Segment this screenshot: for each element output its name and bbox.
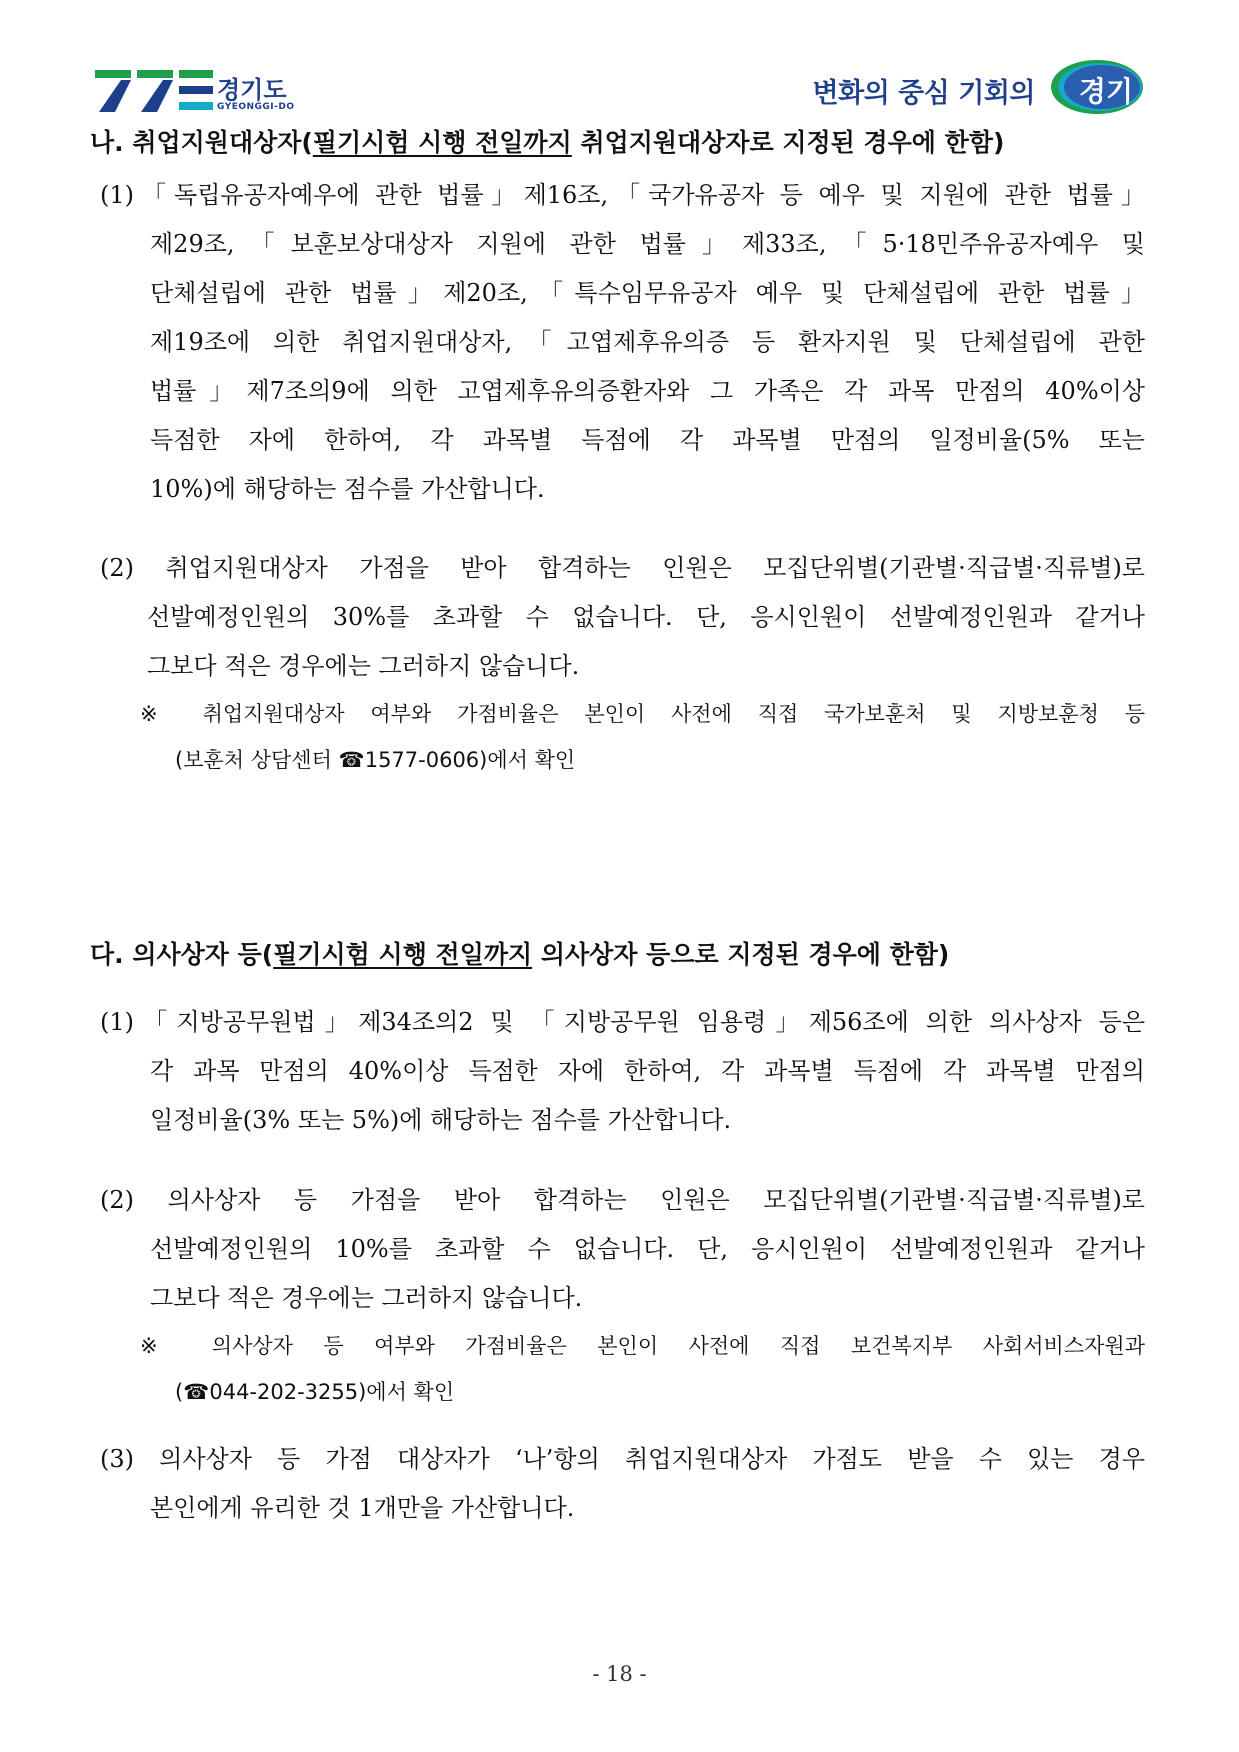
gyeonggi-logo: [95, 70, 315, 120]
paragraph-line: 제19조에 의한 취업지원대상자,「고엽제후유의증 등 환자지원 및 단체설립에 관한: [150, 328, 1145, 356]
slogan: [805, 58, 1145, 118]
paragraph-line: 그보다 적은 경우에는 그러하지 않습니다.: [147, 652, 580, 680]
logo-subtitle: GYEONGGI-DO: [217, 102, 295, 112]
gyeonggi-logo-mark-icon: [95, 70, 213, 114]
section-da-heading: [90, 940, 949, 970]
page-number: - 18 -: [592, 1662, 647, 1686]
paragraph-line: (2) 의사상자 등 가점을 받아 합격하는 인원은 모집단위별(기관별·직급별·직류별)로: [100, 1186, 1145, 1214]
page-header: [95, 58, 1145, 118]
paragraph-line: (3) 의사상자 등 가점 대상자가 ‘나’항의 취업지원대상자 가점도 받을 수 있는 경우: [100, 1445, 1145, 1473]
paragraph-line: 10%)에 해당하는 점수를 가산합니다.: [150, 475, 545, 503]
paragraph-line: 본인에게 유리한 것 1개만을 가산합니다.: [150, 1494, 575, 1522]
section-na-heading: [90, 128, 1004, 158]
heading-underlined: 필기시험 시행 전일까지: [273, 940, 533, 969]
note-line: (보훈처 상담센터 ☎1577-0606)에서 확인: [175, 748, 576, 772]
note-line: (☎044-202-3255)에서 확인: [175, 1380, 455, 1404]
heading-prefix: 다. 의사상자 등(: [90, 940, 274, 969]
heading-prefix: 나. 취업지원대상자(: [90, 128, 313, 157]
paragraph-line: 득점한 자에 한하여, 각 과목별 득점에 각 과목별 만점의 일정비율(5% 또는: [150, 426, 1145, 454]
note-line: ※ 취업지원대상자 여부와 가점비율은 본인이 사전에 직접 국가보훈처 및 지방보훈청 등: [140, 702, 1145, 726]
slogan-badge-text: 경기: [1078, 75, 1133, 108]
paragraph-line: 선발예정인원의 10%를 초과할 수 없습니다. 단, 응시인원이 선발예정인원과 같거나: [150, 1235, 1145, 1263]
slogan-text: 변화의 중심 기회의: [812, 78, 1035, 109]
logo-name: 경기도: [217, 76, 287, 104]
heading-underlined: 필기시험 시행 전일까지: [312, 128, 572, 157]
paragraph-line: (1)「독립유공자예우에 관한 법률」제16조,「국가유공자 등 예우 및 지원에 관한 법률」: [100, 181, 1145, 209]
heading-suffix: 의사상자 등으로 지정된 경우에 한함): [532, 940, 950, 969]
paragraph-line: 각 과목 만점의 40%이상 득점한 자에 한하여, 각 과목별 득점에 각 과목별 만점의: [150, 1057, 1145, 1085]
paragraph-line: 단체설립에 관한 법률」제20조,「특수임무유공자 예우 및 단체설립에 관한 법률」: [150, 279, 1145, 307]
paragraph-line: 법률」제7조의9에 의한 고엽제후유의증환자와 그 가족은 각 과목 만점의 40%이상: [150, 377, 1145, 405]
paragraph-line: 선발예정인원의 30%를 초과할 수 없습니다. 단, 응시인원이 선발예정인원과 같거나: [147, 603, 1145, 631]
paragraph-line: 제29조,「보훈보상대상자 지원에 관한 법률」제33조,「5·18민주유공자예우 및: [150, 230, 1145, 258]
paragraph-line: 그보다 적은 경우에는 그러하지 않습니다.: [150, 1284, 583, 1312]
slogan-badge: [1045, 58, 1145, 116]
note-line: ※ 의사상자 등 여부와 가점비율은 본인이 사전에 직접 보건복지부 사회서비스자원과: [140, 1334, 1145, 1358]
heading-suffix: 취업지원대상자로 지정된 경우에 한함): [571, 128, 1005, 157]
paragraph-line: 일정비율(3% 또는 5%)에 해당하는 점수를 가산합니다.: [150, 1106, 732, 1134]
paragraph-line: (1)「지방공무원법」제34조의2 및 「지방공무원 임용령」제56조에 의한 의사상자 등은: [100, 1008, 1145, 1036]
paragraph-line: (2) 취업지원대상자 가점을 받아 합격하는 인원은 모집단위별(기관별·직급별·직류별)로: [100, 554, 1145, 582]
